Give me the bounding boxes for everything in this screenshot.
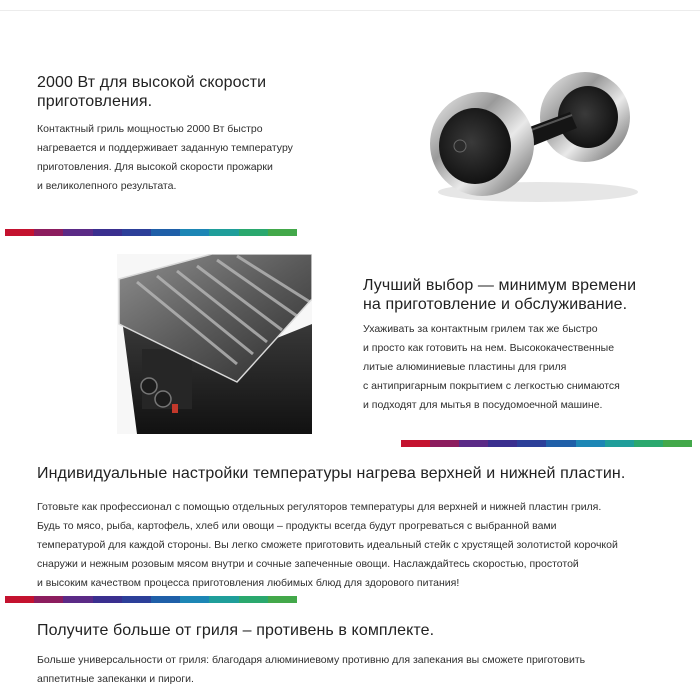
stripe-segment (122, 596, 151, 603)
section3-line: Готовьте как профессионал с помощью отдельных регуляторов температуры для верхней и нижней пластин гриля. (37, 501, 602, 513)
section1-line: и великолепного результата. (37, 180, 177, 192)
stripe-segment (488, 440, 517, 447)
section1-line: Контактный гриль мощностью 2000 Вт быстро (37, 123, 263, 135)
section4-text (37, 651, 585, 689)
stripe-segment (209, 229, 238, 236)
section2-text (363, 320, 620, 415)
section3-line: Будь то мясо, рыба, картофель, хлеб или овощи – продукты всегда будут прогреваться с выбранной вами (37, 520, 557, 532)
section1-line: нагревается и поддерживает заданную температуру (37, 142, 293, 154)
stripe-segment (546, 440, 575, 447)
stripe-segment (122, 229, 151, 236)
stripe-segment (180, 229, 209, 236)
stripe-segment (430, 440, 459, 447)
section2-title-line2: на приготовление и обслуживание. (363, 296, 628, 313)
section1-title (37, 73, 266, 111)
section4-line: аппетитные запеканки и пироги. (37, 673, 194, 685)
section3-line: температурой для каждой стороны. Вы легко сможете приготовить идеальный стейк с хрустящей золотистой корочкой (37, 539, 618, 551)
color-stripe-2 (401, 440, 692, 447)
section4-title: Получите больше от гриля – противень в комплекте. (37, 622, 435, 639)
stripe-segment (5, 596, 34, 603)
dumbbell-image (420, 60, 650, 210)
dumbbell-icon (420, 60, 650, 210)
section2-line: Ухаживать за контактным грилем так же быстро (363, 323, 598, 335)
section2-line: литые алюминиевые пластины для гриля (363, 361, 567, 373)
stripe-segment (459, 440, 488, 447)
section1-line: приготовления. Для высокой скорости прожарки (37, 161, 273, 173)
section2-line: и подходят для мытья в посудомоечной машине. (363, 399, 603, 411)
section2-title-line1: Лучший выбор — минимум времени (363, 277, 637, 294)
section1-title-line1: 2000 Вт для высокой скорости (37, 74, 267, 91)
stripe-segment (268, 229, 297, 236)
stripe-segment (63, 229, 92, 236)
stripe-segment (34, 229, 63, 236)
grill-plate-icon (117, 254, 312, 434)
section3-title: Индивидуальные настройки температуры нагрева верхней и нижней пластин. (37, 465, 626, 482)
section3-text (37, 498, 618, 593)
stripe-segment (63, 596, 92, 603)
stripe-segment (209, 596, 238, 603)
stripe-segment (93, 229, 122, 236)
stripe-segment (34, 596, 63, 603)
stripe-segment (151, 229, 180, 236)
section2-line: с антипригарным покрытием с легкостью снимаются (363, 380, 620, 392)
stripe-segment (634, 440, 663, 447)
stripe-segment (180, 596, 209, 603)
stripe-segment (5, 229, 34, 236)
color-stripe-1 (5, 229, 297, 236)
color-stripe-3 (5, 596, 297, 603)
section2-title (363, 276, 636, 314)
stripe-segment (663, 440, 692, 447)
section3-line: снаружи и нежным розовым мясом внутри и сочные запеченные овощи. Наслаждайтесь скоростью, простотой (37, 558, 579, 570)
section3-line: и высоким качеством процесса приготовления любимых блюд для здорового питания! (37, 577, 460, 589)
section4-line: Больше универсальности от гриля: благодаря алюминиевому противню для запекания вы сможете приготовить (37, 654, 586, 666)
stripe-segment (239, 596, 268, 603)
section1-title-line2: приготовления. (37, 93, 153, 110)
section1-text (37, 120, 293, 196)
grill-image (117, 254, 312, 434)
stripe-segment (239, 229, 268, 236)
stripe-segment (576, 440, 605, 447)
stripe-segment (93, 596, 122, 603)
section2-line: и просто как готовить на нем. Высококачественные (363, 342, 615, 354)
stripe-segment (605, 440, 634, 447)
stripe-segment (401, 440, 430, 447)
stripe-segment (151, 596, 180, 603)
top-divider (0, 10, 700, 11)
stripe-segment (268, 596, 297, 603)
stripe-segment (517, 440, 546, 447)
